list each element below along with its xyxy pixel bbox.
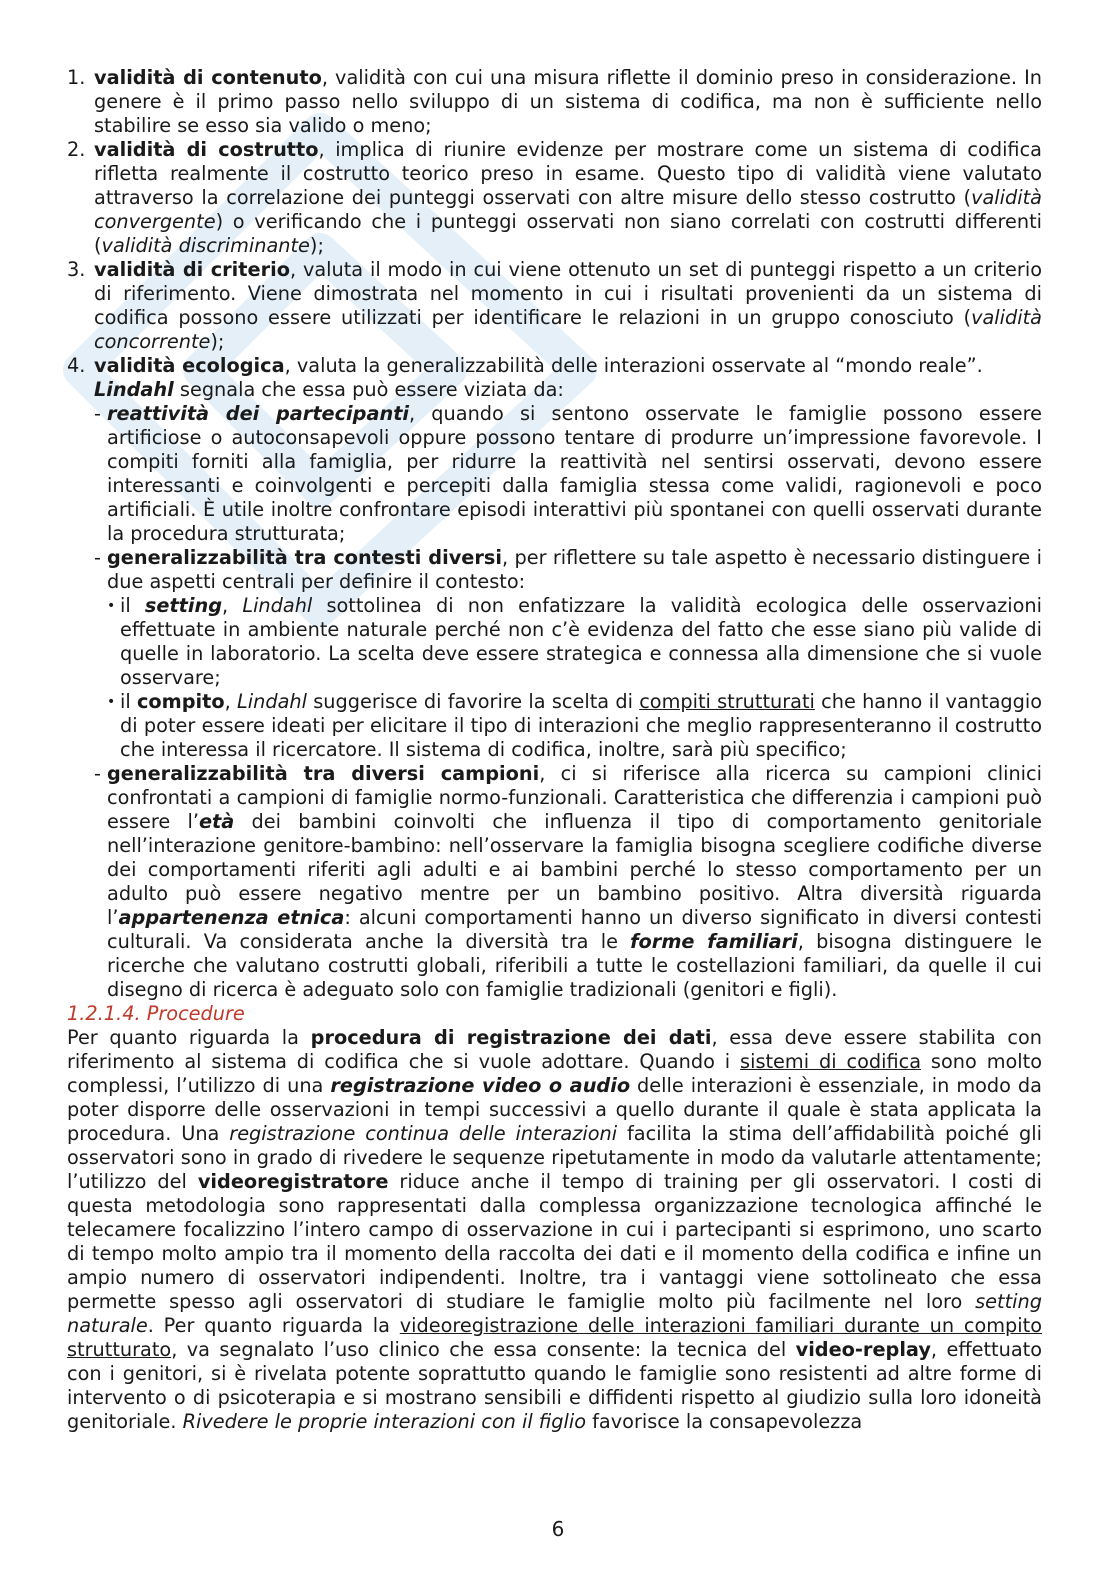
paragraph-text: , essa deve essere stabilita con riferimento al sistema di codifica che si vuole adottare. Quando i	[67, 1026, 1042, 1073]
term: reattività dei partecipanti	[107, 402, 410, 425]
context-aspects-list	[107, 594, 1042, 762]
emphasis: registrazione video o audio	[330, 1074, 631, 1097]
item-text: il	[120, 690, 137, 713]
paragraph-text: , va segnalato l’uso clinico che essa consente: la tecnica del	[171, 1338, 796, 1361]
term: generalizzabilità tra diversi campioni	[107, 762, 540, 785]
item-text: dei bambini coinvolti che influenza il tipo di comportamento genitoriale nell’interazione genitore-bambino: nell’osservare la famiglia bisogna scegliere codifiche diverse dei comportamenti riferiti agli adulti e ai bambini perché lo stesso comportamento per un adulto può essere negativo mentre per un bambino positivo. Altra diversità riguarda l’	[107, 810, 1043, 929]
sub-item-participant-reactivity	[94, 402, 1042, 546]
item-text: );	[309, 234, 324, 257]
italic-term: validità concorrente	[94, 306, 1042, 353]
section-paragraph	[67, 1026, 1042, 1434]
term: validità di costrutto	[94, 138, 319, 161]
page-number: 6	[551, 1517, 565, 1541]
item-text: , valuta il modo in cui viene ottenuto un set di punteggi rispetto a un criterio di riferimento. Viene dimostrata nel momento in cui i risultati provenienti da un sistema di codifica possono essere utilizzati per identificare le relazioni in un gruppo conosciuto (	[94, 258, 1042, 329]
document-body	[67, 66, 1042, 1434]
author-name: Lindahl	[237, 690, 307, 713]
item-text: );	[210, 330, 225, 353]
paragraph-text: . Per quanto riguarda la	[147, 1314, 400, 1337]
section-heading: 1.2.1.4. Procedure	[67, 1002, 245, 1025]
list-marker: 4.	[67, 354, 86, 377]
item-text: sottolinea di non enfatizzare la validità ecologica delle osservazioni effettuate in ambiente naturale perché non c’è evidenza del fatto che esse siano più valide di quelle in laboratorio. La scelta deve essere strategica e connessa alla dimensione che si vuole osservare;	[120, 594, 1042, 689]
list-marker: -	[94, 762, 101, 785]
author-name: Lindahl	[242, 594, 313, 617]
term: generalizzabilità tra contesti diversi	[107, 546, 502, 569]
list-marker: 3.	[67, 258, 86, 281]
italic-term: validità discriminante	[101, 234, 310, 257]
paragraph-text: facilita la stima dell’affidabilità poiché gli osservatori sono in grado di rivedere le sequenze ripetutamente in modo da valutarle attentamente; l’utilizzo del	[67, 1122, 1042, 1193]
underlined-term: compiti strutturati	[639, 690, 815, 713]
emphasis: videoregistratore	[197, 1170, 389, 1193]
list-item-content-validity	[67, 66, 1042, 138]
paragraph-text: , effettuato con i genitori, si è rivelata potente soprattutto quando le famiglie sono resistenti ad altre forme di intervento o di psicoterapia e si mostrano sensibili e diffidenti rispetto al giudizio sulla loro idoneità genitoriale.	[67, 1338, 1043, 1433]
item-text: ,	[224, 690, 238, 713]
item-text: ) o verificando che i punteggi osservati non siano correlati con costrutti differenti (	[94, 210, 1042, 257]
emphasis: forme familiari	[630, 930, 798, 953]
emphasis: età	[198, 810, 235, 833]
paragraph-text: favorisce la consapevolezza	[586, 1410, 863, 1433]
item-text: , valuta la generalizzabilità delle interazioni osservate al “mondo reale”.	[284, 354, 983, 377]
item-text: ,	[222, 594, 243, 617]
item-text: : alcuni comportamenti hanno un diverso significato in diversi contesti culturali. Va considerata anche la diversità tra le	[107, 906, 1043, 953]
sub-item-context-generalizability	[94, 546, 1042, 762]
item-text: , ci si riferisce alla ricerca su campioni clinici confrontati a campioni di famiglie normo-funzionali. Caratteristica che differenzia i campioni può essere l’	[107, 762, 1042, 833]
italic-term: registrazione continua delle interazioni	[229, 1122, 618, 1145]
item-text: , bisogna distinguere le ricerche che valutano costrutti globali, riferibili a tutte le costellazioni familiari, da quelle il cui disegno di ricerca è adeguato solo con famiglie tradizionali (genitori e figli).	[107, 930, 1042, 1001]
term: setting	[144, 594, 223, 617]
list-marker: 1.	[67, 66, 86, 89]
list-item-construct-validity	[67, 138, 1042, 258]
list-marker: -	[94, 402, 101, 425]
term: validità di criterio	[94, 258, 290, 281]
sub-item-sample-generalizability	[94, 762, 1042, 1002]
item-text: segnala che essa può essere viziata da:	[173, 378, 564, 401]
item-text: , implica di riunire evidenze per mostrare come un sistema di codifica rifletta realmente il costrutto teorico preso in esame. Questo tipo di validità viene valutato attraverso la correlazione dei punteggi osservati con altre misure dello stesso costrutto (	[94, 138, 1042, 209]
item-text: suggerisce di favorire la scelta di	[306, 690, 640, 713]
list-marker: -	[94, 546, 101, 569]
italic-term: setting naturale	[67, 1290, 1042, 1337]
bullet-item-setting	[107, 594, 1042, 690]
emphasis: procedura di registrazione dei dati	[310, 1026, 712, 1049]
item-text: , validità con cui una misura riflette il dominio preso in considerazione. In genere è il primo passo nello sviluppo di un sistema di codifica, ma non è sufficiente nello stabilire se esso sia valido o meno;	[94, 66, 1043, 137]
emphasis: appartenenza etnica	[118, 906, 345, 929]
item-text: , per riflettere su tale aspetto è necessario distinguere i due aspetti centrali per definire il contesto:	[107, 546, 1042, 593]
bullet-item-task	[107, 690, 1042, 762]
item-text: che hanno il vantaggio di poter essere ideati per elicitare il tipo di interazioni che meglio rappresenteranno il costrutto che interessa il ricercatore. Il sistema di codifica, inoltre, sarà più specifico;	[120, 690, 1043, 761]
term: validità di contenuto	[94, 66, 322, 89]
italic-term: validità convergente	[94, 186, 1042, 233]
paragraph-text: sono molto complessi, l’utilizzo di una	[67, 1050, 1042, 1097]
paragraph-text: riduce anche il tempo di training per gli osservatori. I costi di questa metodologia sono rappresentati dalla complessa organizzazione tecnologica affinché le telecamere focalizzino l’intero campo di osservazione in cui i partecipanti si esprimono, uno scarto di tempo molto ampio tra il momento della raccolta dei dati e il momento della codifica e infine un ampio numero di osservatori indipendenti. Inoltre, tra i vantaggi viene sottolineato che essa permette spesso agli osservatori di studiare le famiglie molto più facilmente nel loro	[67, 1170, 1042, 1313]
list-marker: 2.	[67, 138, 86, 161]
list-item-ecological-validity	[67, 354, 1042, 402]
validity-list	[67, 66, 1042, 402]
paragraph-text: Per quanto riguarda la	[67, 1026, 311, 1049]
underlined-term: videoregistrazione delle interazioni familiari durante un compito strutturato	[67, 1314, 1042, 1361]
ecological-risks-list	[67, 402, 1042, 1002]
term: validità ecologica	[94, 354, 285, 377]
emphasis: video-replay	[795, 1338, 931, 1361]
paragraph-text: delle interazioni è essenziale, in modo da poter disporre delle osservazioni in tempi successivi a quello durante il quale è stata applicata la procedura. Una	[67, 1074, 1042, 1145]
item-text: , quando si sentono osservate le famiglie possono essere artificiose o autoconsapevoli oppure possono tentare di produrre un’impressione favorevole. I compiti forniti alla famiglia, per ridurre la reattività nel sentirsi osservati, devono essere interessanti e coinvolgenti e percepiti dalla famiglia stessa come validi, ragionevoli e poco artificiali. È utile inoltre confrontare episodi interattivi più spontanei con quelli osservati durante la procedura strutturata;	[107, 402, 1043, 545]
italic-term: Rivedere le proprie interazioni con il figlio	[182, 1410, 587, 1433]
bullet-marker: •	[107, 598, 116, 614]
underlined-term: sistemi di codifica	[740, 1050, 922, 1073]
author-name: Lindahl	[94, 378, 174, 401]
bullet-marker: •	[107, 694, 116, 710]
item-text: il	[120, 594, 145, 617]
list-item-criterion-validity	[67, 258, 1042, 354]
term: compito	[136, 690, 225, 713]
